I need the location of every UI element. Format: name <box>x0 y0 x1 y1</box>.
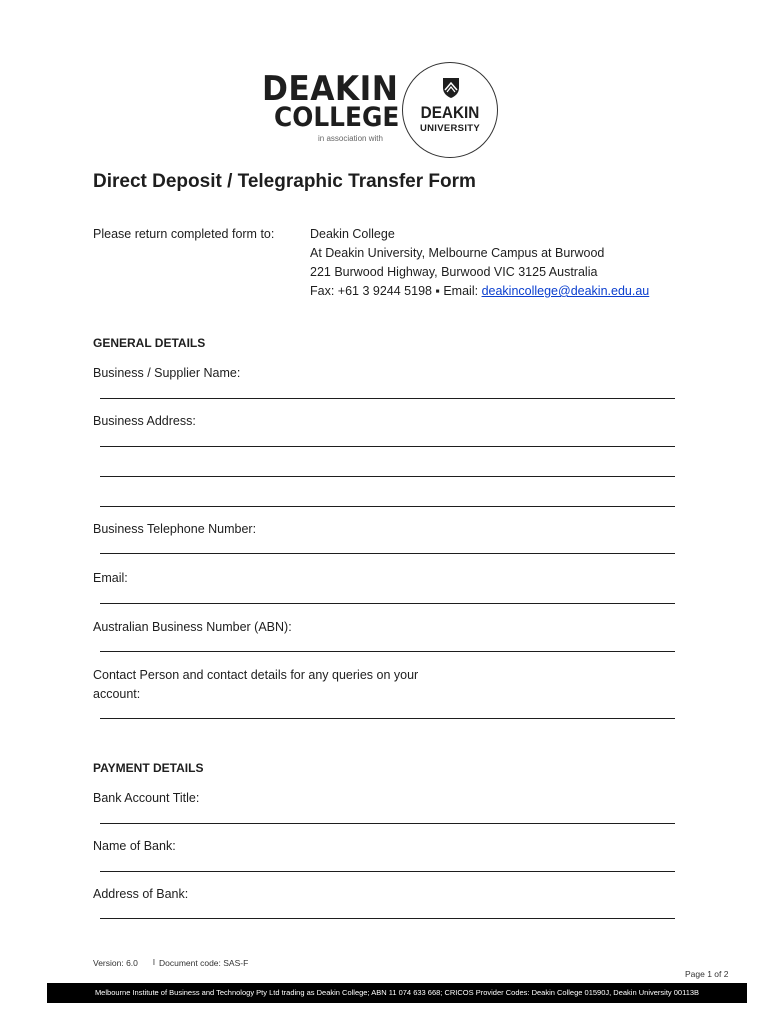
contact-field[interactable] <box>100 718 675 719</box>
bank-name-label: Name of Bank: <box>93 839 176 853</box>
return-address-line2: At Deakin University, Melbourne Campus at Burwood <box>310 246 605 260</box>
page-title: Direct Deposit / Telegraphic Transfer Form <box>93 171 476 192</box>
deakin-university-logo <box>402 62 498 158</box>
return-address-line3: 221 Burwood Highway, Burwood VIC 3125 Australia <box>310 265 598 279</box>
business-name-field[interactable] <box>100 398 675 399</box>
version-text: Version: 6.0 <box>93 958 138 968</box>
return-label: Please return completed form to: <box>93 227 275 241</box>
shield-icon <box>441 77 461 99</box>
bank-address-label: Address of Bank: <box>93 887 189 901</box>
business-address-field-2[interactable] <box>100 476 675 477</box>
contact-label-line2: account: <box>93 687 141 701</box>
business-address-field-1[interactable] <box>100 446 675 447</box>
logo-university-line1: DEAKIN <box>420 103 480 122</box>
document-code-text: Document code: SAS-F <box>159 958 249 968</box>
logo-college-line1: DEAKIN <box>262 69 399 109</box>
telephone-label: Business Telephone Number: <box>93 522 257 536</box>
email-label: Email: <box>93 571 128 585</box>
telephone-field[interactable] <box>100 553 675 554</box>
logo-college-line2: COLLEGE <box>274 102 400 133</box>
logo-association-text: in association with <box>318 134 383 143</box>
return-fax-email <box>310 284 649 298</box>
page-number: Page 1 of 2 <box>685 969 729 979</box>
general-details-heading: GENERAL DETAILS <box>93 336 206 350</box>
bank-name-field[interactable] <box>100 871 675 872</box>
email-link[interactable]: deakincollege@deakin.edu.au <box>481 284 650 298</box>
footer-separator: l <box>153 957 155 967</box>
footer-legal-bar: Melbourne Institute of Business and Technology Pty Ltd trading as Deakin College; ABN 11 074 633 668; CRICOS Provider Codes: Deakin College 01590J, Deakin University 00113B <box>47 983 747 1003</box>
return-address-line1: Deakin College <box>310 227 395 241</box>
business-address-field-3[interactable] <box>100 506 675 507</box>
business-address-label: Business Address: <box>93 414 196 428</box>
contact-label-line1: Contact Person and contact details for any queries on your <box>93 668 419 682</box>
business-name-label: Business / Supplier Name: <box>93 366 241 380</box>
fax-text: Fax: +61 3 9244 5198 ▪ Email: <box>310 284 482 298</box>
account-title-field[interactable] <box>100 823 675 824</box>
payment-details-heading: PAYMENT DETAILS <box>93 761 204 775</box>
abn-label: Australian Business Number (ABN): <box>93 620 292 634</box>
account-title-label: Bank Account Title: <box>93 791 200 805</box>
logo-university-line2: UNIVERSITY <box>419 123 480 134</box>
deakin-college-logo <box>262 69 400 143</box>
abn-field[interactable] <box>100 651 675 652</box>
email-field[interactable] <box>100 603 675 604</box>
bank-address-field[interactable] <box>100 918 675 919</box>
